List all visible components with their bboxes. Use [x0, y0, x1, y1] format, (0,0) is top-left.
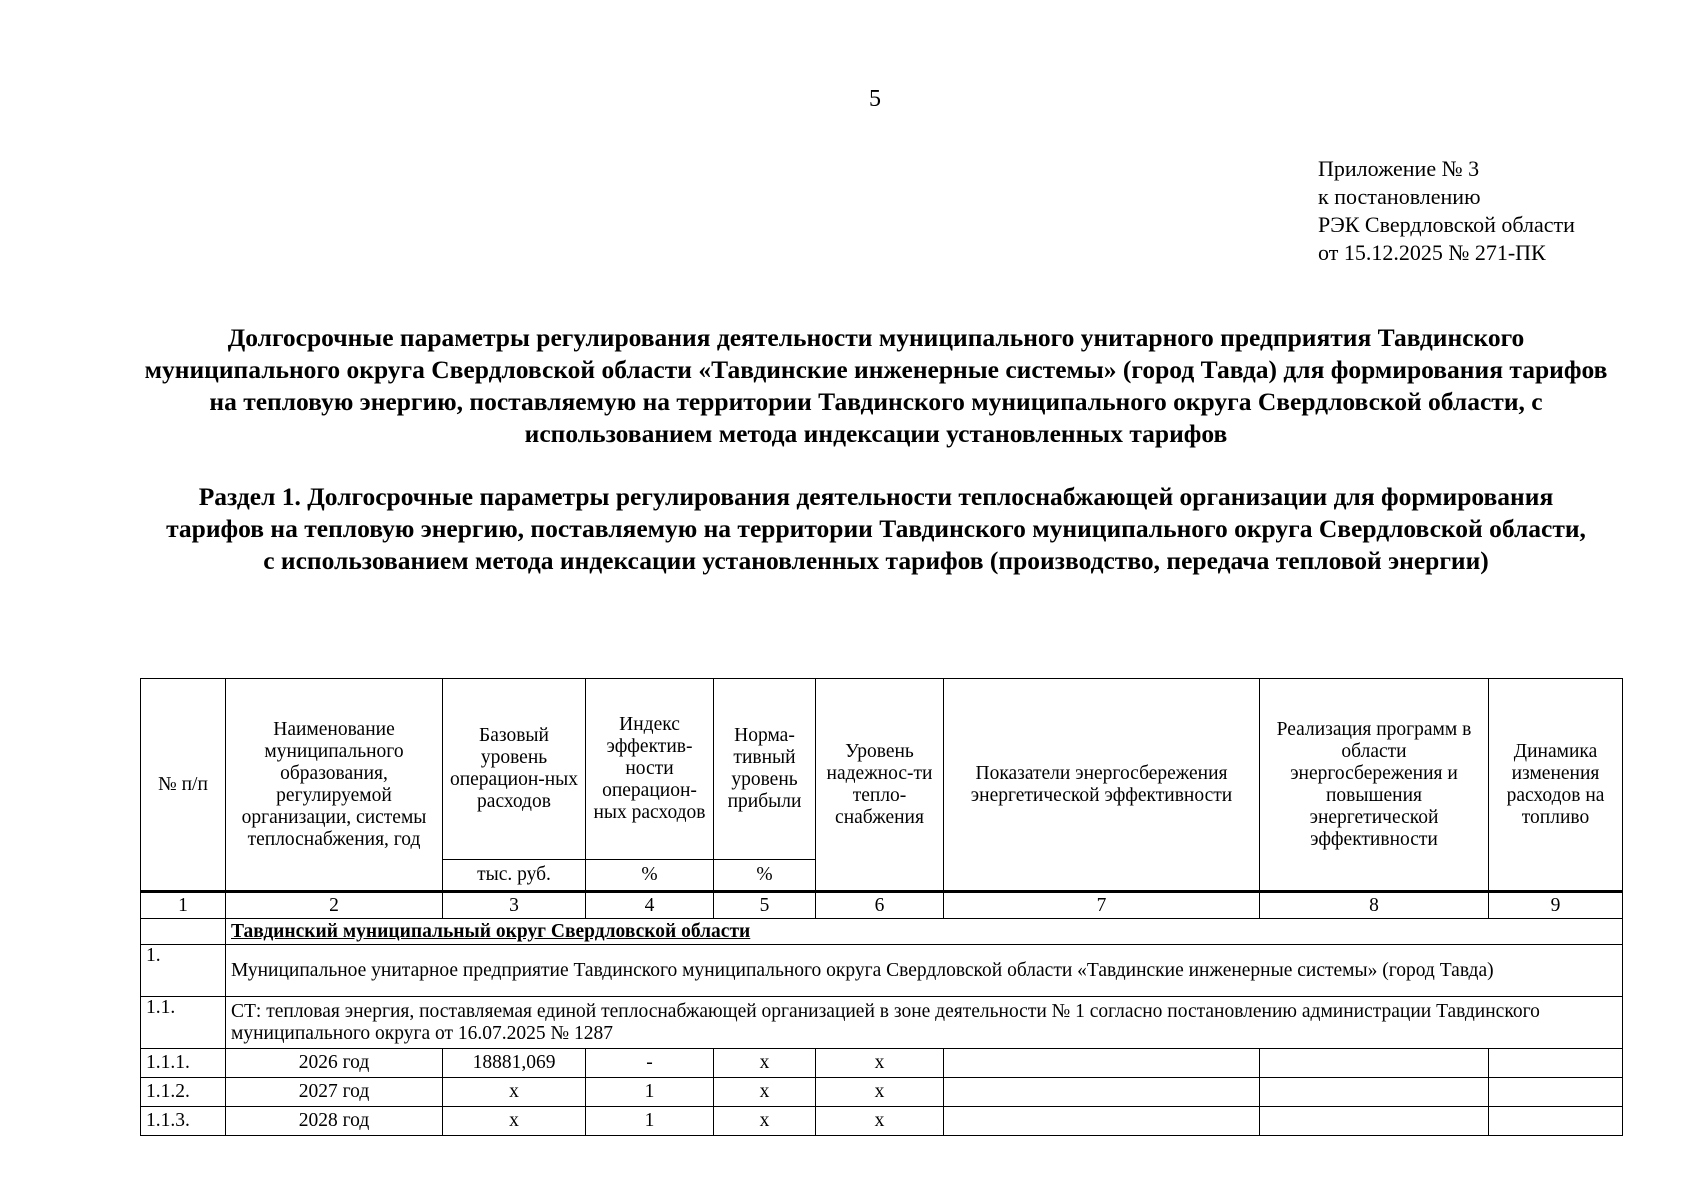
system-name: СТ: тепловая энергия, поставляемая единой теплоснабжающей организацией в зоне деятельности № 1 согласно постановлению администрации Тавдинского муниципального округа от 16.07.2025 № 1287 [226, 997, 1623, 1049]
organization-name: Муниципальное унитарное предприятие Тавдинского муниципального округа Свердловской области «Тавдинские инженерные системы» (город Тавда) [226, 945, 1623, 997]
column-number: 1 [141, 892, 226, 919]
column-number: 4 [586, 892, 714, 919]
appendix-line-2: к постановлению [1318, 184, 1481, 209]
header-col-3: Базовый уровень операцион-ных расходов [443, 679, 586, 860]
header-col-7: Показатели энергосбережения энергетической эффективности [944, 679, 1260, 892]
page-number: 5 [869, 86, 881, 112]
row-profit-level: х [714, 1078, 816, 1107]
appendix-line-4: от 15.12.2025 № 271-ПК [1318, 240, 1546, 265]
header-row [141, 679, 1623, 860]
system-row [141, 997, 1623, 1049]
section-title: Раздел 1. Долгосрочные параметры регулирования деятельности теплоснабжающей организации для формирования тарифов на тепловую энергию, поставляемую на территории Тавдинского муниципального округа Свердловской области, с использованием метода индексации установленных тарифов (производство, передача тепловой энергии) [166, 482, 1586, 575]
municipality-num-cell [141, 919, 226, 945]
row-base-opex: х [443, 1078, 586, 1107]
header-col-6: Уровень надежнос-ти тепло-снабжения [816, 679, 944, 892]
row-fuel-dynamics [1489, 1078, 1623, 1107]
header-col-4: Индекс эффектив-ности операцион-ных расходов [586, 679, 714, 860]
appendix-line-1: Приложение № 3 [1318, 156, 1480, 181]
row-base-opex: х [443, 1107, 586, 1136]
column-numbers-row [141, 892, 1623, 919]
column-number: 6 [816, 892, 944, 919]
row-year: 2027 год [226, 1078, 443, 1107]
column-number: 8 [1260, 892, 1489, 919]
row-year: 2026 год [226, 1049, 443, 1078]
row-reliability: х [816, 1107, 944, 1136]
row-fuel-dynamics [1489, 1107, 1623, 1136]
row-energy-saving [944, 1078, 1260, 1107]
system-number: 1.1. [141, 997, 226, 1049]
header-col-2: Наименование муниципального образования, регулируемой организации, системы теплоснабжения, год [226, 679, 443, 892]
unit-col-4: % [586, 860, 714, 892]
header-col-5: Норма-тивный уровень прибыли [714, 679, 816, 860]
column-number: 2 [226, 892, 443, 919]
row-reliability: х [816, 1078, 944, 1107]
organization-number: 1. [141, 945, 226, 997]
row-base-opex: 18881,069 [443, 1049, 586, 1078]
organization-row [141, 945, 1623, 997]
row-programs [1260, 1078, 1489, 1107]
row-year: 2028 год [226, 1107, 443, 1136]
column-number: 3 [443, 892, 586, 919]
row-efficiency-index: - [586, 1049, 714, 1078]
appendix-block [1318, 155, 1575, 267]
row-reliability: х [816, 1049, 944, 1078]
column-number: 9 [1489, 892, 1623, 919]
document-title: Долгосрочные параметры регулирования деятельности муниципального унитарного предприятия Тавдинского муниципального округа Свердловской области «Тавдинские инженерные системы» (город Тавда) для формирования тарифов на тепловую энергию, поставляемую на территории Тавдинского муниципального округа Свердловской области, с использованием метода индексации установленных тарифов [144, 323, 1608, 448]
appendix-line-3: РЭК Свердловской области [1318, 212, 1575, 237]
row-profit-level: х [714, 1107, 816, 1136]
row-number: 1.1.1. [141, 1049, 226, 1078]
row-number: 1.1.3. [141, 1107, 226, 1136]
row-number: 1.1.2. [141, 1078, 226, 1107]
row-efficiency-index: 1 [586, 1078, 714, 1107]
municipality-name: Тавдинский муниципальный округ Свердловской области [231, 920, 751, 942]
unit-col-5: % [714, 860, 816, 892]
header-col-1: № п/п [141, 679, 226, 892]
row-programs [1260, 1107, 1489, 1136]
parameters-table [140, 678, 1623, 1136]
municipality-row [141, 919, 1623, 945]
header-col-8: Реализация программ в области энергосбережения и повышения энергетической эффективности [1260, 679, 1489, 892]
table-row [141, 1107, 1623, 1136]
column-number: 7 [944, 892, 1260, 919]
row-profit-level: х [714, 1049, 816, 1078]
table-row [141, 1078, 1623, 1107]
header-col-9: Динамика изменения расходов на топливо [1489, 679, 1623, 892]
unit-col-3: тыс. руб. [443, 860, 586, 892]
row-programs [1260, 1049, 1489, 1078]
row-fuel-dynamics [1489, 1049, 1623, 1078]
row-energy-saving [944, 1049, 1260, 1078]
row-efficiency-index: 1 [586, 1107, 714, 1136]
municipality-cell [226, 919, 1623, 945]
table-row [141, 1049, 1623, 1078]
row-energy-saving [944, 1107, 1260, 1136]
column-number: 5 [714, 892, 816, 919]
